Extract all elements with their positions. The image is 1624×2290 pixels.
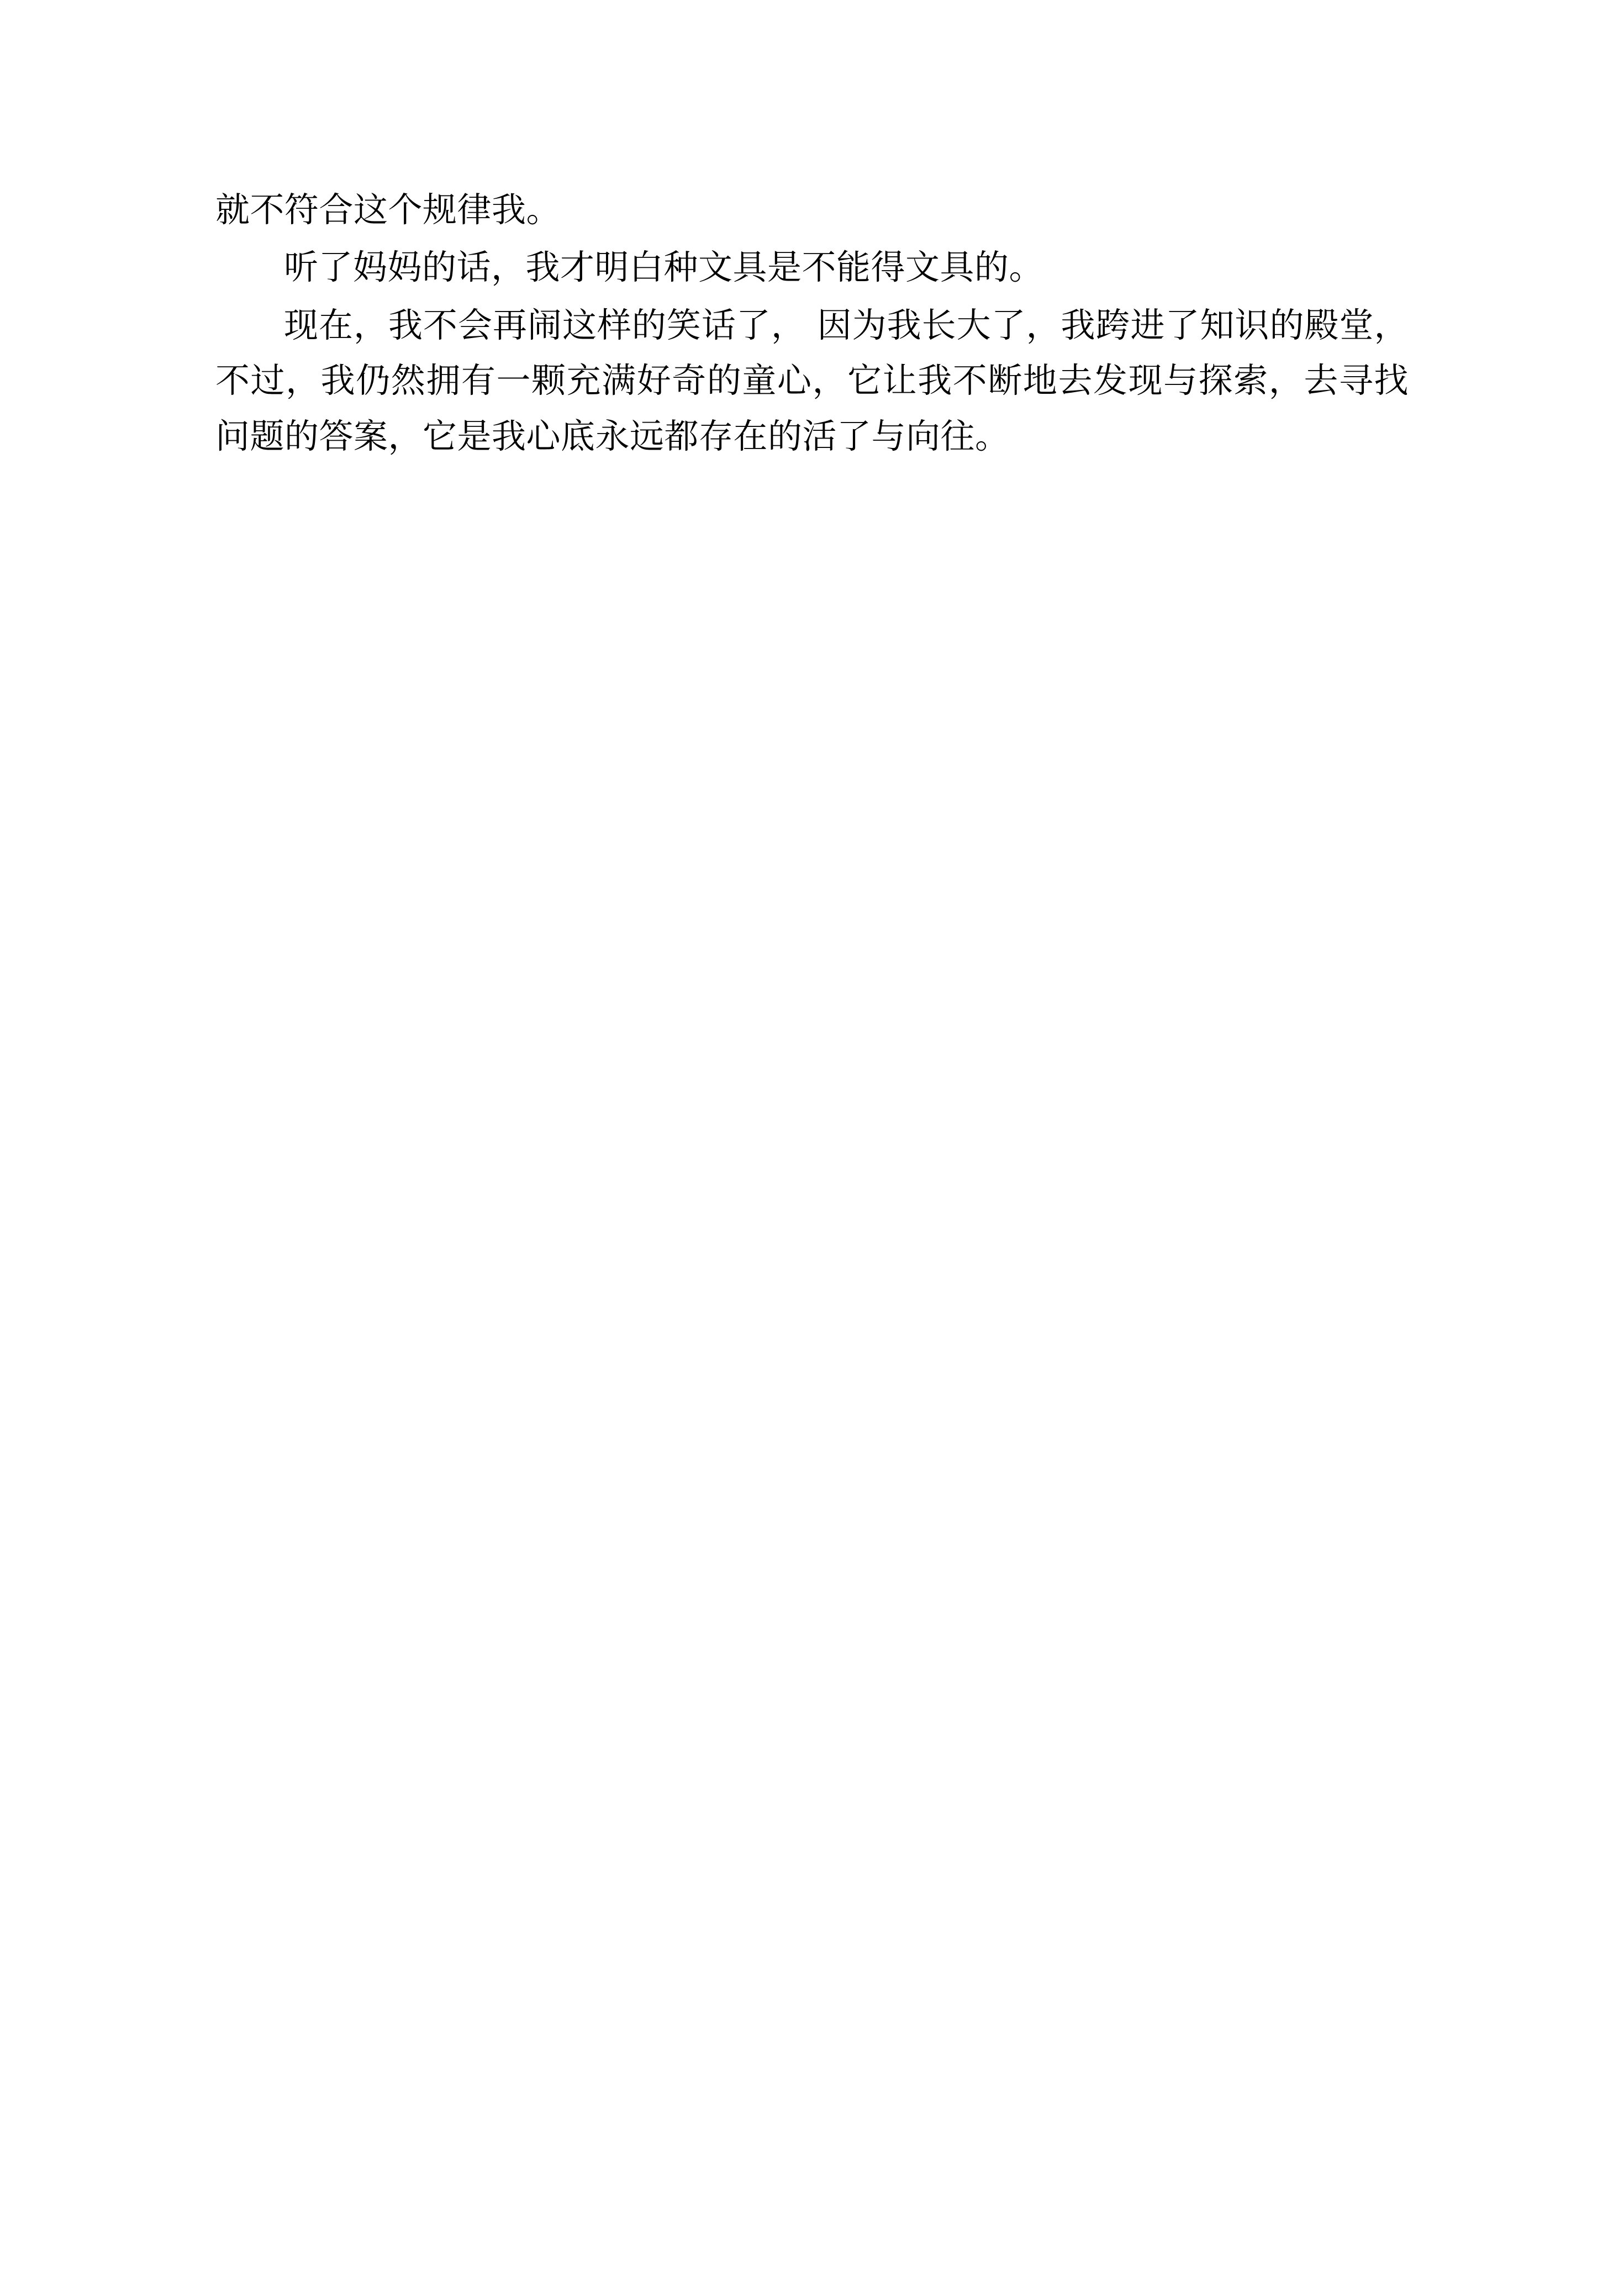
paragraph: 就不符合这个规律我。 bbox=[215, 189, 561, 230]
paragraph: 现在，我不会再闹这样的笑话了， 因为我长大了，我跨进了知识的殿堂，不过，我仍然拥有一颗充满好奇的童心，它让我不断地去发现与探索，去寻找问题的答案，它是我心底永远都存在的活了与向往。 bbox=[215, 304, 1409, 456]
document-text-body bbox=[215, 182, 1409, 466]
paragraph: 听了妈妈的话，我才明白种文具是不能得文具的。 bbox=[284, 247, 1044, 288]
